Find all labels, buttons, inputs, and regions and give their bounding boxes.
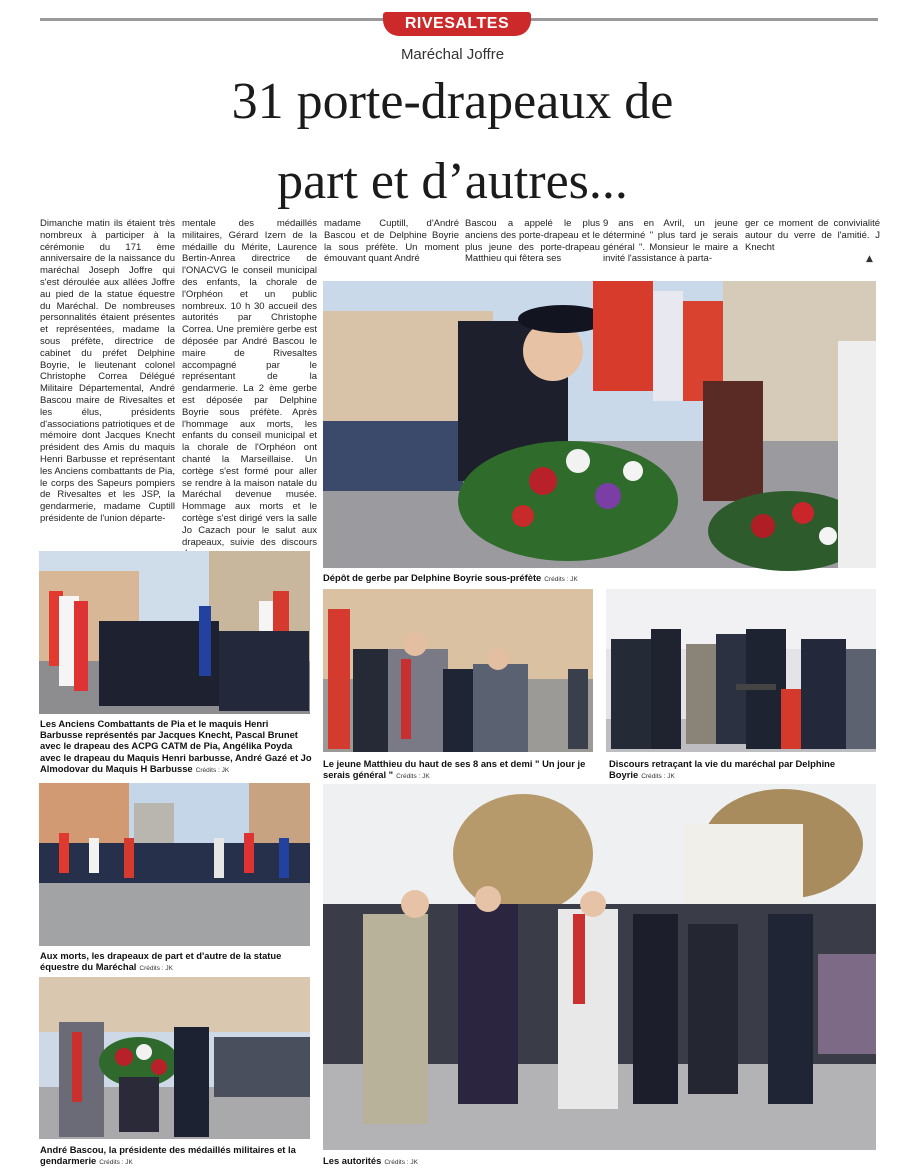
headline [60, 62, 845, 222]
photo-discours [606, 589, 876, 752]
article-column-1: Dimanche matin ils étaient très nombreux à participer à la cérémonie du 171 ème anniversaire de la naissance du maréchal Joseph Joffre qui s'est déroulée aux allées Joffre au pied de la statue équestre du Maréchal. De nombreuses personnalités étaient présentes et représentées, madame la sous préfète, directrice de cabinet du préfet Delphine Boyrie, le lieutenant colonel Christophe Correa Délégué Militaire Départemental, André Bascou maire de Rivesaltes et les élus, présidents d'associations patriotiques et de mémoire dont Jacques Knecht président des Amis du maquis Henri Barbusse et représentant les Anciens combattants de Pia, le corps des Sapeurs pompiers de Rivesaltes et les JSP, la gendarmerie, madame Cuptill présidente de l'union départe- [40, 218, 175, 524]
headline-line-1: 31 porte-drapeaux de [231, 73, 674, 130]
section-tag: RIVESALTES [383, 12, 531, 36]
photo-aux-morts [39, 783, 310, 946]
photo-bascou-medailles [39, 977, 310, 1139]
photo-les-autorites [323, 784, 876, 1150]
article-column-3: madame Cuptill, d'André Bascou et de Delphine Boyrie la sous préfète. Un moment émouvant quant André [324, 218, 459, 265]
article-column-5: 9 ans en Avril, un jeune déterminé " plus tard je serais général ". Monsieur le maire a invité l'assistance à parta- [603, 218, 738, 265]
caption-discours: Discours retraçant la vie du maréchal par Delphine Boyrie Crédits : JK [609, 758, 836, 781]
caption-anciens-combattants: Les Anciens Combattants de Pia et le maquis Henri Barbusse représentés par Jacques Knecht, Pascal Brunet avec le drapeau des ACPG CATM de Pia, Angélika Poyda avec le drapeau du Maquis Henri barbusse, André Gazé et Jo Almodovar du Maquis H Barbusse Crédits : JK [40, 718, 312, 774]
photo-young-matthieu [323, 589, 593, 752]
article-column-4: Bascou a appelé le plus anciens des porte-drapeau et le plus jeune des porte-drapeau Matthieu qui fêtera ses [465, 218, 600, 265]
kicker: Maréchal Joffre [400, 46, 505, 63]
caption-wreath-deposit: Dépôt de gerbe par Delphine Boyrie sous-préfète Crédits : JK [323, 572, 578, 583]
caption-aux-morts: Aux morts, les drapeaux de part et d'autre de la statue équestre du Maréchal Crédits : JK [40, 950, 282, 973]
photo-wreath-deposit [323, 281, 876, 568]
caption-bascou-medailles: André Bascou, la présidente des médaillés militaires et la gendarmerie Crédits : JK [40, 1144, 296, 1167]
end-mark-icon: ▲ [866, 254, 873, 264]
article-column-6: ger ce moment de convivialité autour du verre de l'amitié. J Knecht [745, 218, 880, 253]
caption-les-autorites: Les autorités Crédits : JK [323, 1155, 418, 1166]
photo-anciens-combattants [39, 551, 310, 714]
caption-young-matthieu: Le jeune Matthieu du haut de ses 8 ans et demi " Un jour je serais général " Crédits : JK [323, 758, 586, 781]
headline-line-2: part et d’autres... [277, 153, 628, 210]
article-column-2: mentale des médaillés militaires, Gérard Izern de la médaille du Mérite, Laurence Bertin-Anrea directrice de l'ONACVG le conseil municipal des enfants, la chorale de l'Orphéon et un public nombreux. 10 h 30 accueil des autorités par Christophe Correa. Une première gerbe est déposée par André Bascou le maire de Rivesaltes accompagné par le représentant de la gendarmerie. La 2 ème gerbe est déposée par Delphine Boyrie sous préfète. Après l'hommage aux morts, les enfants du conseil municipal et la chorale de l'Orphéon ont chanté la Marseillaise. Un cortège s'est formé pour aller se rendre à la maison natale du Maréchal devenue musée. Hommage aux morts et le cortège s'est dirigé vers la salle Jo Cazach pour le salut aux drapeaux, suivie des discours [182, 218, 317, 548]
